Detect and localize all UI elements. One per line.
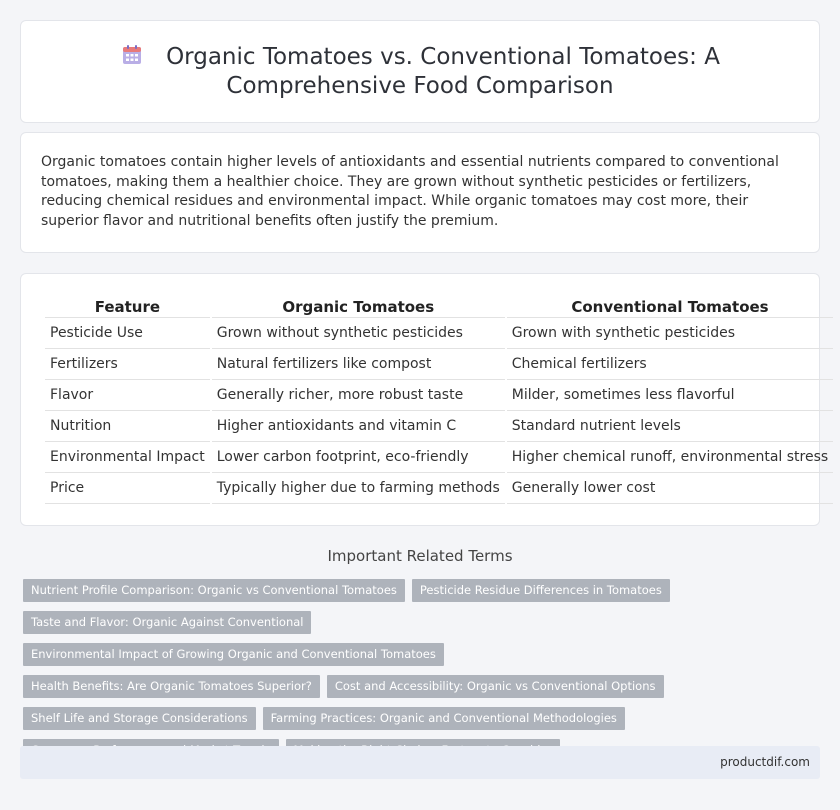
footer-site-link[interactable]: productdif.com xyxy=(720,755,810,769)
table-row xyxy=(45,380,833,411)
cell-conventional: Milder, sometimes less flavorful xyxy=(507,380,833,411)
table-row xyxy=(45,442,833,473)
intro-paragraph: Organic tomatoes contain higher levels of antioxidants and essential nutrients compared to conventional tomatoes, making them a healthier choice. They are grown without synthetic pesticides or fertilizers, reducing chemical residues and environmental impact. While organic tomatoes may cost more, their superior flavor and nutritional benefits often justify the premium. xyxy=(41,154,779,229)
footer-bar xyxy=(20,746,820,779)
table-row xyxy=(45,411,833,442)
cell-organic: Grown without synthetic pesticides xyxy=(212,318,505,349)
cell-conventional: Generally lower cost xyxy=(507,473,833,504)
table-row xyxy=(45,473,833,504)
table-row xyxy=(45,318,833,349)
cell-conventional: Standard nutrient levels xyxy=(507,411,833,442)
title-wrap xyxy=(61,43,779,101)
cell-organic: Natural fertilizers like compost xyxy=(212,349,505,380)
header-conventional: Conventional Tomatoes xyxy=(507,296,833,318)
related-term-link[interactable]: Shelf Life and Storage Considerations xyxy=(23,707,256,730)
cell-organic: Generally richer, more robust taste xyxy=(212,380,505,411)
header-feature: Feature xyxy=(45,296,210,318)
related-terms-list xyxy=(23,579,723,762)
cell-feature: Nutrition xyxy=(45,411,210,442)
related-term-link[interactable]: Cost and Accessibility: Organic vs Conventional Options xyxy=(327,675,664,698)
cell-organic: Lower carbon footprint, eco-friendly xyxy=(212,442,505,473)
cell-organic: Higher antioxidants and vitamin C xyxy=(212,411,505,442)
related-term-link[interactable]: Nutrient Profile Comparison: Organic vs Conventional Tomatoes xyxy=(23,579,405,602)
intro-card xyxy=(20,132,820,253)
page-title xyxy=(61,43,779,101)
table-header-row xyxy=(45,296,833,318)
cell-organic: Typically higher due to farming methods xyxy=(212,473,505,504)
cell-conventional: Grown with synthetic pesticides xyxy=(507,318,833,349)
table-row xyxy=(45,349,833,380)
cell-feature: Price xyxy=(45,473,210,504)
cell-feature: Fertilizers xyxy=(45,349,210,380)
related-terms-title: Important Related Terms xyxy=(327,547,513,565)
related-term-link[interactable]: Health Benefits: Are Organic Tomatoes Superior? xyxy=(23,675,320,698)
comparison-table-card xyxy=(20,273,829,526)
header-organic: Organic Tomatoes xyxy=(212,296,505,318)
comparison-table xyxy=(43,296,835,504)
cell-conventional: Higher chemical runoff, environmental stress xyxy=(507,442,833,473)
header-card xyxy=(20,20,820,123)
page-title-text: Organic Tomatoes vs. Conventional Tomatoes: A Comprehensive Food Comparison xyxy=(166,44,720,99)
calendar-icon xyxy=(120,43,144,67)
cell-feature: Environmental Impact xyxy=(45,442,210,473)
related-term-link[interactable]: Environmental Impact of Growing Organic and Conventional Tomatoes xyxy=(23,643,444,666)
cell-feature: Flavor xyxy=(45,380,210,411)
cell-feature: Pesticide Use xyxy=(45,318,210,349)
cell-conventional: Chemical fertilizers xyxy=(507,349,833,380)
related-term-link[interactable]: Farming Practices: Organic and Conventional Methodologies xyxy=(263,707,625,730)
related-term-link[interactable]: Taste and Flavor: Organic Against Conventional xyxy=(23,611,311,634)
related-term-link[interactable]: Pesticide Residue Differences in Tomatoes xyxy=(412,579,670,602)
